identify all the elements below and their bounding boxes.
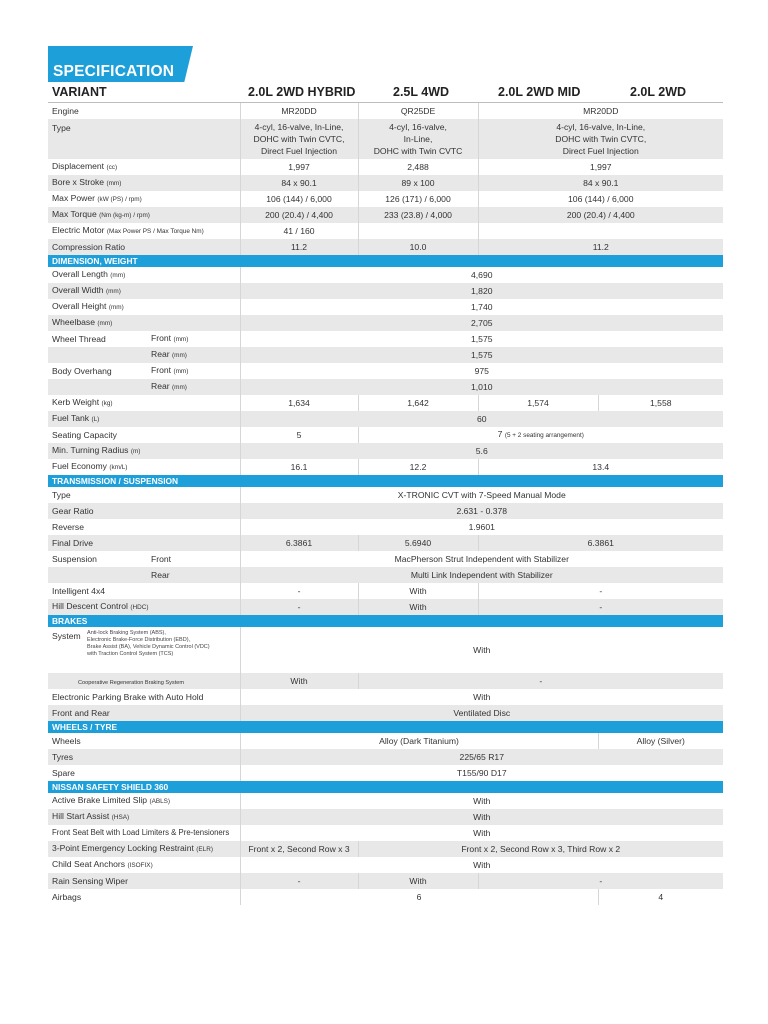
spec-value: With — [240, 825, 723, 841]
unit-text: (mm) — [110, 272, 126, 279]
unit-text: (mm) — [97, 320, 113, 327]
spec-value: - — [478, 583, 723, 599]
spec-value: - — [358, 673, 723, 689]
spec-label — [48, 793, 240, 809]
row-motor — [48, 223, 723, 239]
label-text: Active Brake Limited Slip — [52, 795, 148, 805]
spec-value: 6.3861 — [478, 535, 723, 551]
spec-value: 12.2 — [358, 459, 478, 475]
type-line: 4-cyl, 16-valve, In-Line, — [556, 122, 646, 132]
variant-2wd: 2.0L 2WD — [630, 85, 687, 99]
spec-label: Wheel Thread — [52, 334, 106, 344]
row-hdc — [48, 599, 723, 615]
spec-value — [358, 223, 478, 239]
spec-value: Alloy (Silver) — [598, 733, 723, 749]
spec-value: 10.0 — [358, 239, 478, 255]
row-elr — [48, 841, 723, 857]
spec-label: Final Drive — [48, 535, 240, 551]
row-suspension-rear — [48, 567, 723, 583]
spec-label: Seating Capacity — [52, 430, 117, 440]
row-type — [48, 119, 723, 159]
label-text: Cooperative Regeneration Braking System — [78, 680, 185, 686]
spec-label — [48, 299, 240, 315]
unit-text: (km/L) — [109, 464, 128, 471]
spec-value: QR25DE — [358, 103, 478, 119]
spec-label — [48, 567, 148, 583]
unit-text: (ISOFIX) — [127, 862, 153, 869]
spec-value: 16.1 — [240, 459, 358, 475]
seating-note: (5 + 2 seating arrangement) — [504, 432, 584, 439]
section-title: BRAKES — [48, 615, 723, 627]
spec-label — [48, 459, 240, 475]
spec-value: 11.2 — [478, 239, 723, 255]
spec-value: With — [240, 673, 358, 689]
spec-value: 225/65 R17 — [240, 749, 723, 765]
spec-value: 1,634 — [240, 395, 358, 411]
spec-value: 1,574 — [478, 395, 598, 411]
label-text: Fuel Tank — [52, 413, 90, 423]
spec-label: Suspension — [52, 554, 97, 564]
unit-text: (mm) — [172, 352, 187, 359]
spec-value: MR20DD — [478, 103, 723, 119]
spec-value: 126 (171) / 6,000 — [358, 191, 478, 207]
spec-value: 84 x 90.1 — [240, 175, 358, 191]
spec-value: 1,558 — [598, 395, 723, 411]
type-line: 4-cyl, 16-valve, — [389, 122, 447, 132]
unit-text: (kg) — [101, 400, 113, 407]
unit-text: (Nm (kg-m) / rpm) — [99, 212, 150, 219]
spec-value: 89 x 100 — [358, 175, 478, 191]
unit-text: (mm) — [173, 336, 189, 343]
spec-value: X-TRONIC CVT with 7-Speed Manual Mode — [240, 487, 723, 503]
label-text: Kerb Weight — [52, 397, 100, 407]
section-safety — [48, 781, 723, 793]
row-torque — [48, 207, 723, 223]
row-spare — [48, 765, 723, 781]
section-title: TRANSMISSION / SUSPENSION — [48, 475, 723, 487]
spec-value: 1,575 — [240, 347, 723, 363]
row-bore — [48, 175, 723, 191]
row-tyres — [48, 749, 723, 765]
row-kerb — [48, 395, 723, 411]
unit-text: (mm) — [106, 180, 122, 187]
label-text: Overall Width — [52, 285, 104, 295]
sublabel-text: Rear — [151, 381, 170, 391]
spec-value: Front x 2, Second Row x 3 — [240, 841, 358, 857]
row-intelligent-4x4 — [48, 583, 723, 599]
spec-value: - — [478, 599, 723, 615]
spec-value: 84 x 90.1 — [478, 175, 723, 191]
spec-label — [48, 443, 240, 459]
spec-value: With — [358, 873, 478, 889]
spec-page — [48, 46, 723, 905]
label-text: System — [52, 631, 81, 641]
spec-value: 1,820 — [240, 283, 723, 299]
spec-value: 4,690 — [240, 267, 723, 283]
system-item: Anti-lock Braking System (ABS), — [87, 630, 166, 636]
row-epb — [48, 689, 723, 705]
type-line: 4-cyl, 16-valve, In-Line, — [254, 122, 344, 132]
variant-header — [48, 82, 723, 103]
unit-text: (Max Power PS / Max Torque Nm) — [106, 228, 204, 235]
spec-label: Body Overhang — [52, 366, 112, 376]
row-isofix — [48, 857, 723, 873]
spec-value: 200 (20.4) / 4,400 — [478, 207, 723, 223]
type-line: DOHC with Twin CVTC, — [555, 134, 647, 144]
type-line: Direct Fuel Injection — [261, 146, 337, 156]
spec-label — [48, 379, 148, 395]
row-wheels — [48, 733, 723, 749]
row-seatbelt — [48, 825, 723, 841]
variant-2wd-mid: 2.0L 2WD MID — [498, 85, 581, 99]
type-line: DOHC with Twin CVTC — [373, 146, 463, 156]
spec-value: With — [358, 599, 478, 615]
spec-label — [48, 809, 240, 825]
spec-value — [478, 223, 723, 239]
spec-value: 233 (23.8) / 4,000 — [358, 207, 478, 223]
spec-value: With — [240, 689, 723, 705]
row-fuel-tank — [48, 411, 723, 427]
spec-label — [48, 857, 240, 873]
spec-value: 60 — [240, 411, 723, 427]
label-text: Fuel Economy — [52, 461, 107, 471]
variant-4wd: 2.5L 4WD — [393, 85, 450, 99]
spec-value: MR20DD — [240, 103, 358, 119]
spec-label: Spare — [52, 768, 75, 778]
unit-text: (m) — [130, 448, 141, 455]
spec-value: 1,642 — [358, 395, 478, 411]
row-gear — [48, 503, 723, 519]
spec-label — [48, 223, 240, 239]
spec-sublabel: Front — [151, 554, 172, 564]
spec-label: Reverse — [52, 522, 84, 532]
section-wheels — [48, 721, 723, 733]
row-wheelbase — [48, 315, 723, 331]
spec-title-tab — [48, 46, 193, 82]
row-reverse — [48, 519, 723, 535]
label-text: Displacement — [52, 161, 105, 171]
row-overhang-front — [48, 363, 723, 379]
spec-value — [358, 119, 478, 159]
row-thread-front — [48, 331, 723, 347]
spec-value: Multi Link Independent with Stabilizer — [240, 567, 723, 583]
label-text: Hill Descent Control — [52, 601, 128, 611]
spec-label — [48, 599, 240, 615]
unit-text: (ABLS) — [149, 798, 171, 805]
label-text: Min. Turning Radius — [52, 445, 129, 455]
spec-value: 1,997 — [240, 159, 358, 175]
spec-value: - — [478, 873, 723, 889]
spec-value: - — [240, 599, 358, 615]
spec-label: Wheels — [52, 736, 81, 746]
row-airbags — [48, 889, 723, 905]
spec-value: 1.9601 — [240, 519, 723, 535]
spec-label — [48, 207, 240, 223]
spec-label — [48, 283, 240, 299]
unit-text: (kW (PS) / rpm) — [97, 196, 142, 203]
spec-value: T155/90 D17 — [240, 765, 723, 781]
sublabel-text: Rear — [151, 349, 170, 359]
label-text: 3-Point Emergency Locking Restraint — [52, 843, 194, 853]
row-power — [48, 191, 723, 207]
row-turning — [48, 443, 723, 459]
system-item: with Traction Control System (TCS) — [87, 651, 174, 657]
spec-value: With — [240, 857, 723, 873]
spec-value: With — [358, 583, 478, 599]
row-hsa — [48, 809, 723, 825]
spec-table — [48, 103, 723, 905]
spec-label: Airbags — [52, 892, 82, 902]
unit-text: (HSA) — [111, 814, 130, 821]
spec-value: 1,997 — [478, 159, 723, 175]
spec-value: 5.6 — [240, 443, 723, 459]
spec-value: 106 (144) / 6,000 — [240, 191, 358, 207]
spec-label: Front Seat Belt with Load Limiters & Pre-tensioners — [52, 828, 230, 837]
spec-value: With — [240, 809, 723, 825]
type-line: DOHC with Twin CVTC, — [253, 134, 345, 144]
row-height — [48, 299, 723, 315]
spec-label: Gear Ratio — [48, 503, 240, 519]
row-front-rear-brakes — [48, 705, 723, 721]
spec-value: Alloy (Dark Titanium) — [240, 733, 598, 749]
spec-label: Intelligent 4x4 — [52, 586, 106, 596]
section-dimension — [48, 255, 723, 267]
spec-value: 6 — [240, 889, 598, 905]
unit-text: (mm) — [108, 304, 124, 311]
spec-value: 975 — [240, 363, 723, 379]
row-length — [48, 267, 723, 283]
spec-label: Electronic Parking Brake with Auto Hold — [52, 692, 204, 702]
row-wiper — [48, 873, 723, 889]
spec-label: Front and Rear — [48, 705, 240, 721]
spec-value — [240, 119, 358, 159]
variant-label: VARIANT — [52, 85, 107, 99]
spec-label — [48, 395, 240, 411]
spec-value: Front x 2, Second Row x 3, Third Row x 2 — [358, 841, 723, 857]
spec-value — [358, 427, 723, 443]
row-abls — [48, 793, 723, 809]
section-title: WHEELS / TYRE — [48, 721, 723, 733]
spec-value: MacPherson Strut Independent with Stabilizer — [240, 551, 723, 567]
spec-value: 5.6940 — [358, 535, 478, 551]
row-coop-regen — [48, 673, 723, 689]
brake-system-list — [87, 630, 210, 658]
spec-value: 4 — [598, 889, 723, 905]
section-title: NISSAN SAFETY SHIELD 360 — [48, 781, 723, 793]
spec-value: 2,488 — [358, 159, 478, 175]
label-text: Hill Start Assist — [52, 811, 110, 821]
spec-label — [48, 411, 240, 427]
spec-value: 106 (144) / 6,000 — [478, 191, 723, 207]
label-text: Child Seat Anchors — [52, 859, 126, 869]
row-compression — [48, 239, 723, 255]
spec-value: With — [240, 793, 723, 809]
unit-text: (mm) — [105, 288, 121, 295]
label-text: Max Power — [52, 193, 95, 203]
spec-label — [48, 673, 240, 689]
spec-label — [48, 191, 240, 207]
row-displacement — [48, 159, 723, 175]
spec-value: - — [240, 873, 358, 889]
sublabel-text: Front — [151, 333, 172, 343]
spec-label — [48, 841, 240, 857]
spec-sublabel — [148, 347, 240, 363]
type-line: Direct Fuel Injection — [562, 146, 639, 156]
label-text: Wheelbase — [52, 317, 95, 327]
row-width — [48, 283, 723, 299]
page-title: SPECIFICATION — [53, 63, 175, 80]
spec-label: Rain Sensing Wiper — [48, 873, 240, 889]
label-text: Overall Length — [52, 269, 108, 279]
spec-sublabel — [148, 379, 240, 395]
spec-sublabel — [148, 363, 240, 379]
row-seating — [48, 427, 723, 443]
spec-label: Type — [52, 490, 71, 500]
label-text: Max Torque — [52, 209, 97, 219]
spec-value: 2,705 — [240, 315, 723, 331]
spec-sublabel: Rear — [148, 567, 240, 583]
unit-text: (ELR) — [196, 846, 213, 853]
spec-value: 2.631 - 0.378 — [240, 503, 723, 519]
row-trans-type — [48, 487, 723, 503]
label-text: Electric Motor — [52, 225, 105, 235]
unit-text: (cc) — [106, 164, 118, 171]
section-title: DIMENSION, WEIGHT — [48, 255, 723, 267]
sublabel-text: Front — [151, 365, 172, 375]
spec-value: 1,740 — [240, 299, 723, 315]
section-brakes — [48, 615, 723, 627]
section-transmission — [48, 475, 723, 487]
spec-value: - — [240, 583, 358, 599]
system-item: Electronic Brake-Force Distribution (EBD), — [87, 637, 191, 643]
spec-value: Ventilated Disc — [240, 705, 723, 721]
unit-text: (L) — [91, 416, 100, 423]
spec-label — [48, 175, 240, 191]
spec-value: With — [240, 627, 723, 673]
row-thread-rear — [48, 347, 723, 363]
spec-label: Tyres — [48, 749, 240, 765]
seating-value: 7 — [497, 429, 503, 439]
label-text: Overall Height — [52, 301, 107, 311]
row-final-drive — [48, 535, 723, 551]
variant-hybrid: 2.0L 2WD HYBRID — [248, 85, 356, 99]
spec-label — [48, 627, 240, 673]
spec-value: 11.2 — [240, 239, 358, 255]
unit-text: (mm) — [172, 384, 187, 391]
spec-value: 41 / 160 — [240, 223, 358, 239]
spec-label — [48, 347, 148, 363]
spec-label — [48, 267, 240, 283]
spec-value: 1,010 — [240, 379, 723, 395]
spec-label: Compression Ratio — [48, 239, 240, 255]
spec-value: 1,575 — [240, 331, 723, 347]
spec-value: 5 — [240, 427, 358, 443]
row-overhang-rear — [48, 379, 723, 395]
spec-label: Type — [48, 119, 240, 159]
row-brake-system — [48, 627, 723, 673]
spec-value: 13.4 — [478, 459, 723, 475]
spec-value — [478, 119, 723, 159]
spec-sublabel — [148, 331, 240, 347]
unit-text: (mm) — [173, 368, 189, 375]
spec-value: 200 (20.4) / 4,400 — [240, 207, 358, 223]
spec-label: Engine — [52, 106, 79, 116]
label-text: Bore x Stroke — [52, 177, 105, 187]
spec-value: 6.3861 — [240, 535, 358, 551]
type-line: In-Line, — [403, 134, 433, 144]
unit-text: (HDC) — [130, 604, 149, 611]
spec-label — [48, 315, 240, 331]
spec-label — [48, 159, 240, 175]
row-suspension-front — [48, 551, 723, 567]
row-economy — [48, 459, 723, 475]
row-engine — [48, 103, 723, 119]
system-item: Brake Assist (BA), Vehicle Dynamic Control (VDC) — [87, 644, 210, 650]
